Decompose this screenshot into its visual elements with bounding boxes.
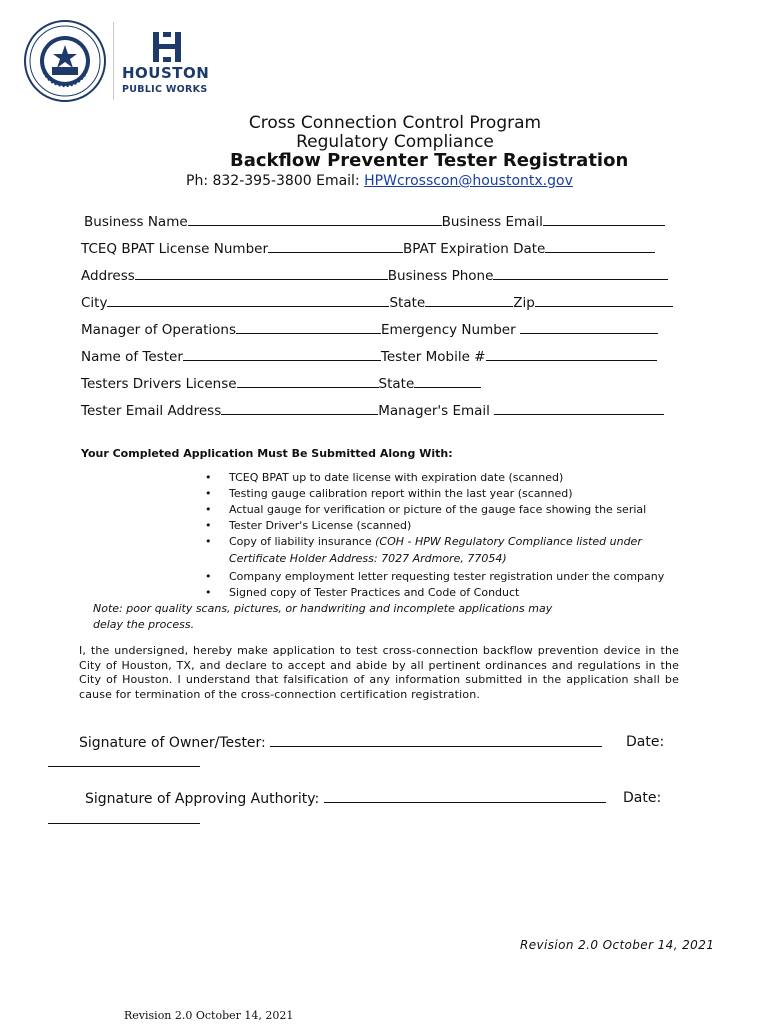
quality-note-cont: delay the process. [93,618,195,631]
zip-input[interactable] [535,293,673,307]
tester-mobile-label: Tester Mobile # [380,349,486,365]
brand-name: HOUSTON [122,64,210,82]
managers-email-label: Manager's Email [378,403,495,419]
approver-date-input[interactable] [48,823,200,824]
owner-signature-row [79,734,602,751]
business-email-label: Business Email [441,214,543,230]
quality-note: Note: poor quality scans, pictures, or handwriting and incomplete applications may [93,602,553,615]
requirement-item: Testing gauge calibration report within the last year (scanned) [229,487,573,500]
business-name-label: Business Name [84,214,188,230]
requirement-item: Tester Driver's License (scanned) [229,519,412,532]
requirement-item: Company employment letter requesting tester registration under the company [229,570,665,583]
emergency-number-label: Emergency Number [381,322,520,338]
field-row-email [81,401,664,419]
field-row-city [81,293,673,311]
state2-input[interactable] [414,374,481,388]
state-label: State [389,295,426,311]
manager-operations-label: Manager of Operations [81,322,236,338]
requirements-heading: Your Completed Application Must Be Submitted Along With: [81,447,453,460]
field-row-business [84,212,665,230]
insurance-label: Copy of liability insurance [229,535,376,548]
owner-signature-input[interactable] [270,734,602,747]
email-link[interactable]: HPWcrosscon@houstontx.gov [364,173,573,189]
requirement-item: Actual gauge for verification or picture of the gauge face showing the serial [229,503,647,516]
emergency-number-input[interactable] [520,320,658,334]
managers-email-input[interactable] [494,401,664,415]
city-input[interactable] [107,293,389,307]
tester-email-input[interactable] [221,401,378,415]
name-of-tester-label: Name of Tester [81,349,183,365]
owner-signature-label: Signature of Owner/Tester: [79,735,271,751]
bullet: • [205,570,212,583]
business-phone-input[interactable] [493,266,668,280]
bullet: • [205,487,212,500]
brand-subtitle: PUBLIC WORKS [122,84,208,95]
field-row-manager [81,320,658,338]
department-title: Regulatory Compliance [296,132,494,152]
field-row-license [81,239,655,257]
tceq-license-input[interactable] [268,239,403,253]
requirement-item: TCEQ BPAT up to date license with expiration date (scanned) [229,471,564,484]
bullet: • [205,471,212,484]
zip-label: Zip [513,295,535,311]
address-input[interactable] [135,266,388,280]
tceq-license-label: TCEQ BPAT License Number [81,241,269,257]
state2-label: State [378,376,415,392]
field-row-drivers [81,374,481,392]
bullet: • [205,503,212,516]
phone-text: Ph: 832-395-3800 Email: [186,173,365,189]
bpat-expiration-input[interactable] [545,239,655,253]
owner-date-input[interactable] [48,766,200,767]
testers-drivers-license-label: Testers Drivers License [81,376,237,392]
bpat-expiration-label: BPAT Expiration Date [403,241,546,257]
approver-date-label: Date: [623,790,662,806]
tester-mobile-input[interactable] [486,347,657,361]
state-input[interactable] [425,293,513,307]
bullet: • [205,586,212,599]
manager-operations-input[interactable] [236,320,381,334]
approver-signature-input[interactable] [324,790,606,803]
declaration-text: I, the undersigned, hereby make application to test cross-connection backflow prevention device in the City of Houston, TX, and declare to accept and abide by all pertinent ordinances and regulations in the City of Houston. I understand that falsification of any information submitted in the application shall be cause for termination of the cross-connection certification registration. [79,644,679,701]
address-label: Address [81,268,135,284]
insurance-address-note: Certificate Holder Address: 7027 Ardmore, 77054) [229,552,507,565]
logo-divider [113,22,114,100]
houston-h-mark-icon [150,30,184,64]
tester-email-label: Tester Email Address [81,403,222,419]
owner-date-label: Date: [626,734,665,750]
city-seal-logo [24,20,106,102]
bullet: • [205,535,212,548]
form-title: Backflow Preventer Tester Registration [230,150,629,171]
bullet: • [205,519,212,532]
testers-drivers-license-input[interactable] [237,374,379,388]
contact-line [186,173,573,189]
business-name-input[interactable] [188,212,442,226]
approver-signature-row [85,790,606,807]
city-label: City [81,295,108,311]
name-of-tester-input[interactable] [183,347,381,361]
program-title: Cross Connection Control Program [248,113,542,133]
requirement-item: Signed copy of Tester Practices and Code of Conduct [229,586,520,599]
insurance-note: (COH - HPW Regulatory Compliance listed under [375,535,642,548]
business-email-input[interactable] [543,212,665,226]
approver-signature-label: Signature of Approving Authority: [85,791,324,807]
revision-italic: Revision 2.0 October 14, 2021 [520,938,715,952]
revision-footer: Revision 2.0 October 14, 2021 [124,1009,294,1022]
requirement-item-insurance [229,535,642,548]
field-row-tester [81,347,657,365]
field-row-address [81,266,668,284]
business-phone-label: Business Phone [387,268,494,284]
